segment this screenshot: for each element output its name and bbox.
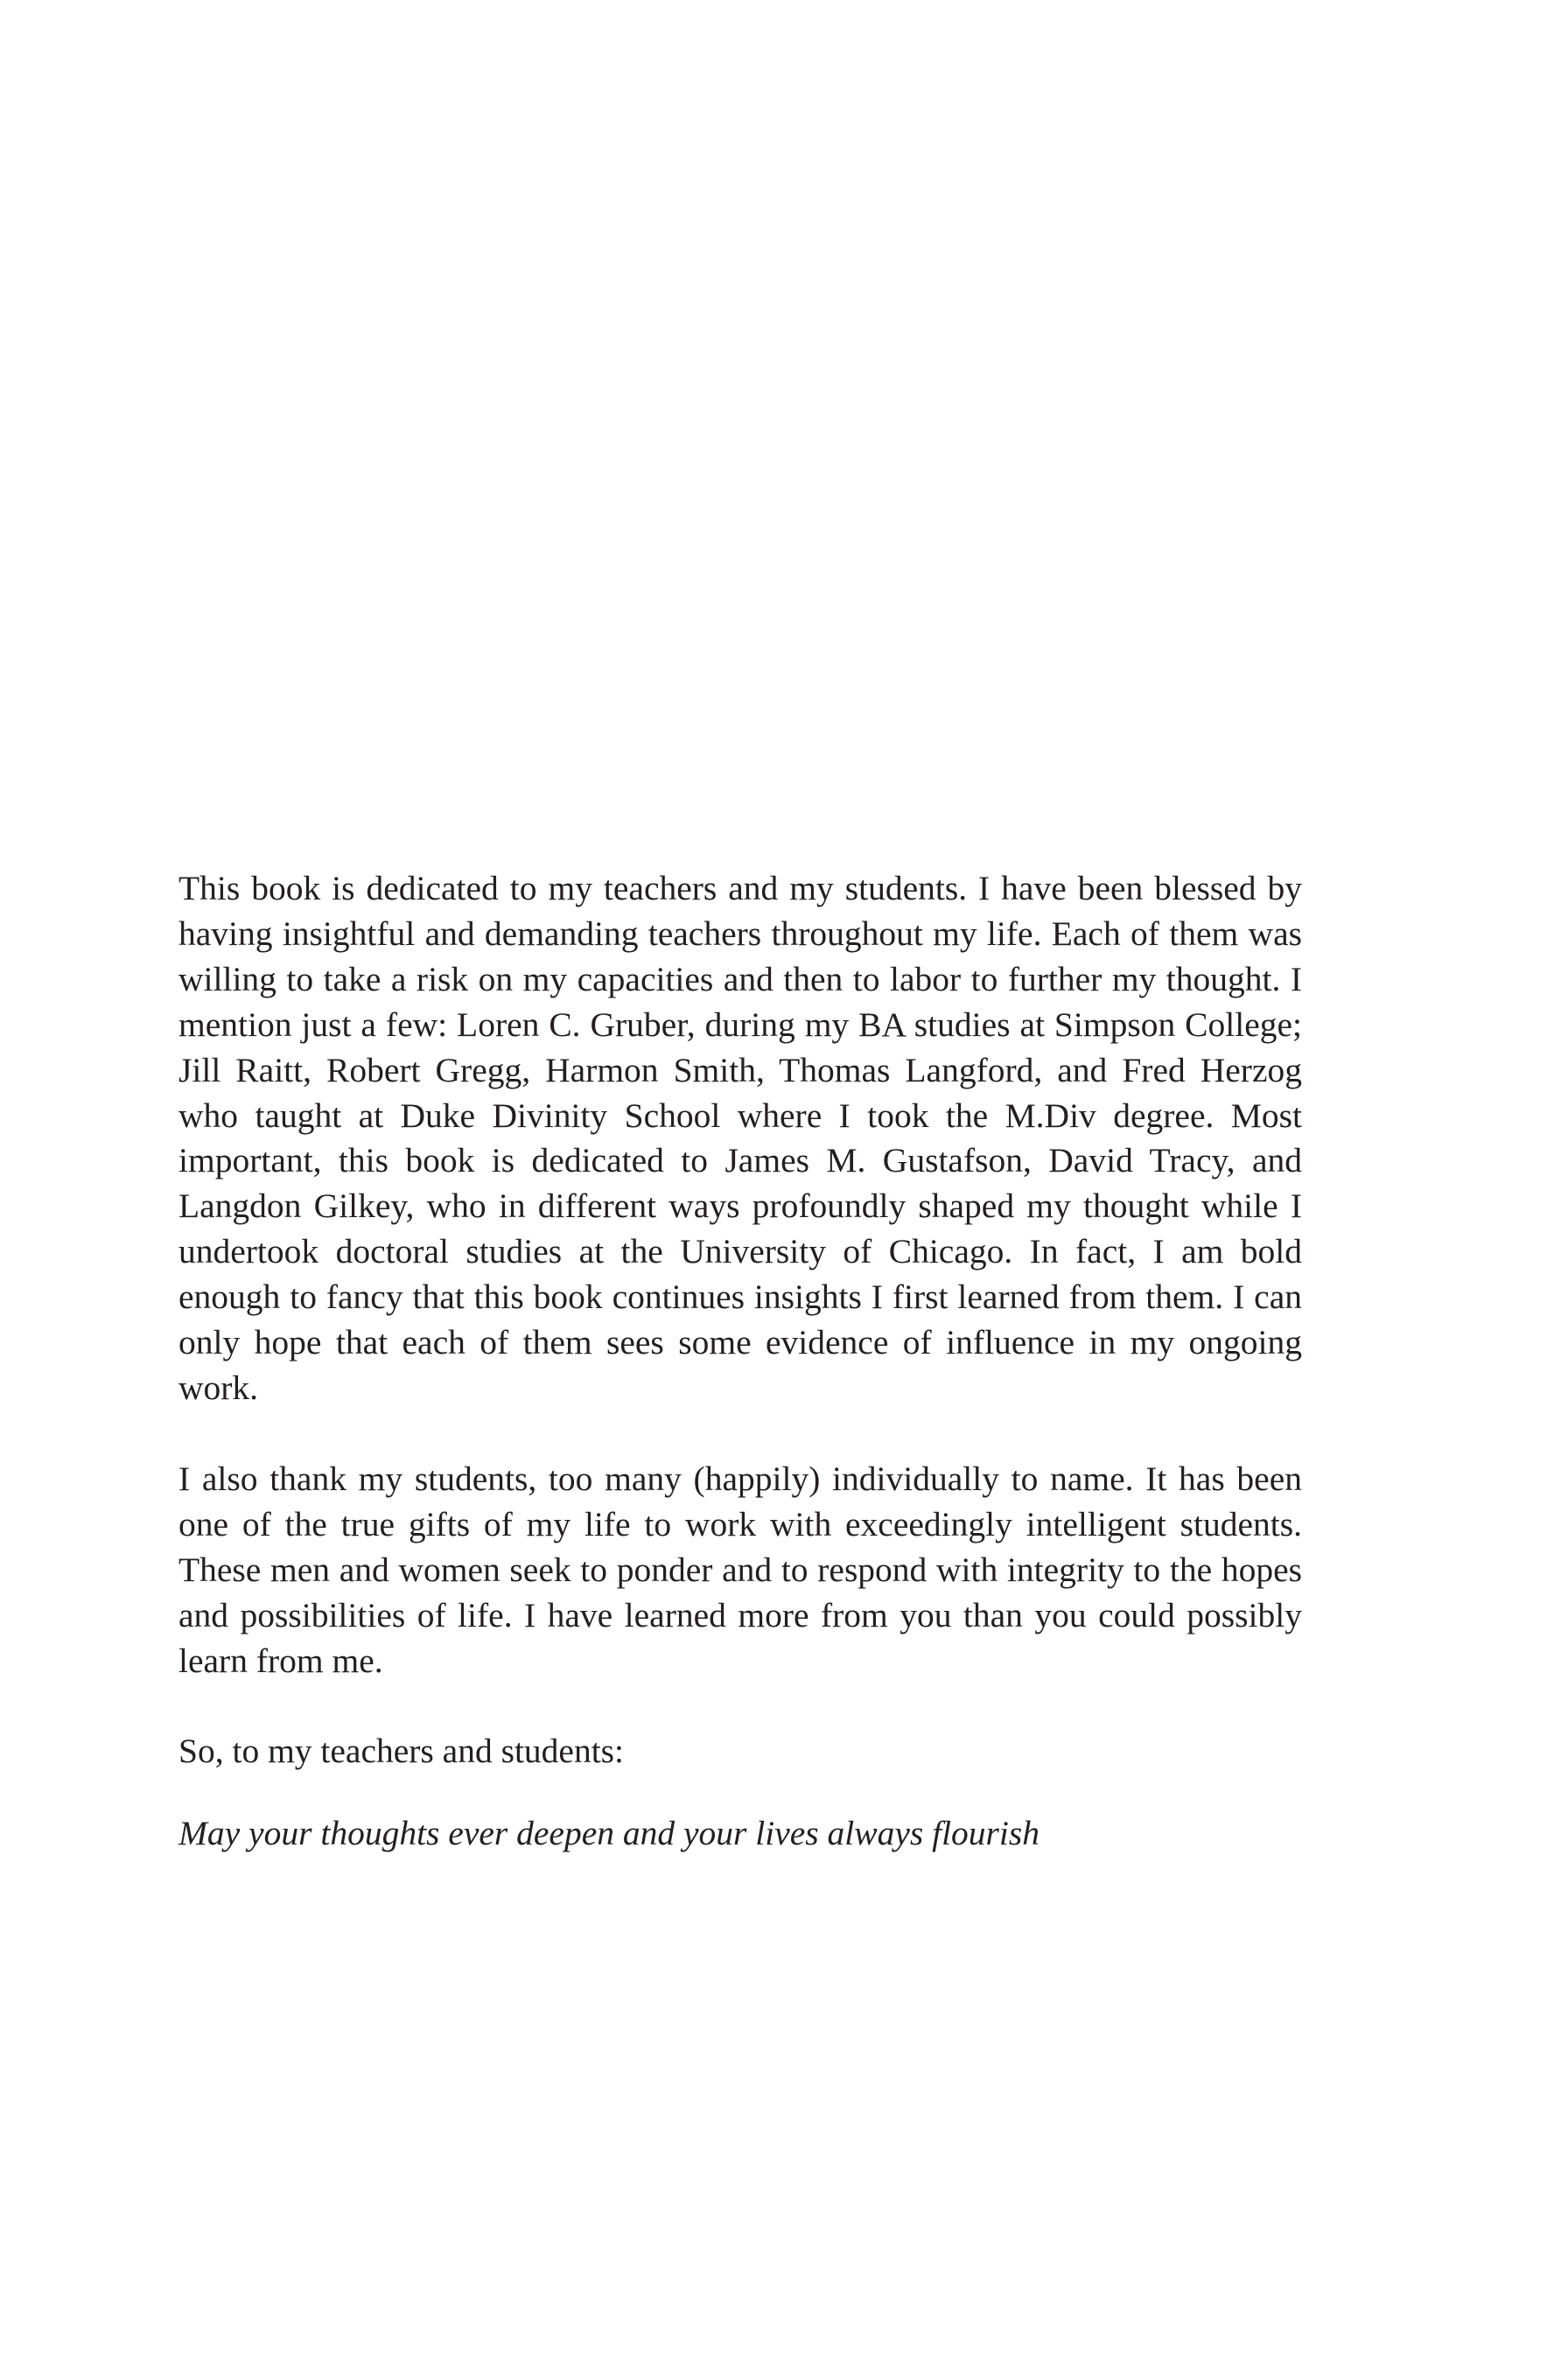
dedication-paragraph-students: I also thank my students, too many (happily) individually to name. It has been one of the true gifts of my life to work with exceedingly intelligent students. These men and women seek to ponder and to respond with integrity to the hopes and possibilities of life. I have learned more from you than you could possibly learn from me. <box>178 1459 1302 1680</box>
dedication-text-block <box>178 866 1302 1857</box>
dedication-closing-line: So, to my teachers and students: <box>178 1732 625 1771</box>
dedication-paragraph-teachers: This book is dedicated to my teachers and my students. I have been blessed by having insightful and demanding teachers throughout my life. Each of them was willing to take a risk on my capacities and then to labor to further my thought. I mention just a few: Loren C. Gruber, during my BA studies at Simpson College; Jill Raitt, Robert Gregg, Harmon Smith, Thomas Langford, and Fred Herzog who taught at Duke Divinity School where I took the M.Div degree. Most important, this book is dedicated to James M. Gustafson, David Tracy, and Langdon Gilkey, who in different ways profoundly shaped my thought while I undertook doctoral studies at the University of Chicago. In fact, I am bold enough to fancy that this book continues insights I first learned from them. I can only hope that each of them sees some evidence of influence in my ongoing work. <box>178 869 1302 1407</box>
dedication-blessing-line: May your thoughts ever deepen and your lives always flourish <box>178 1814 1040 1853</box>
